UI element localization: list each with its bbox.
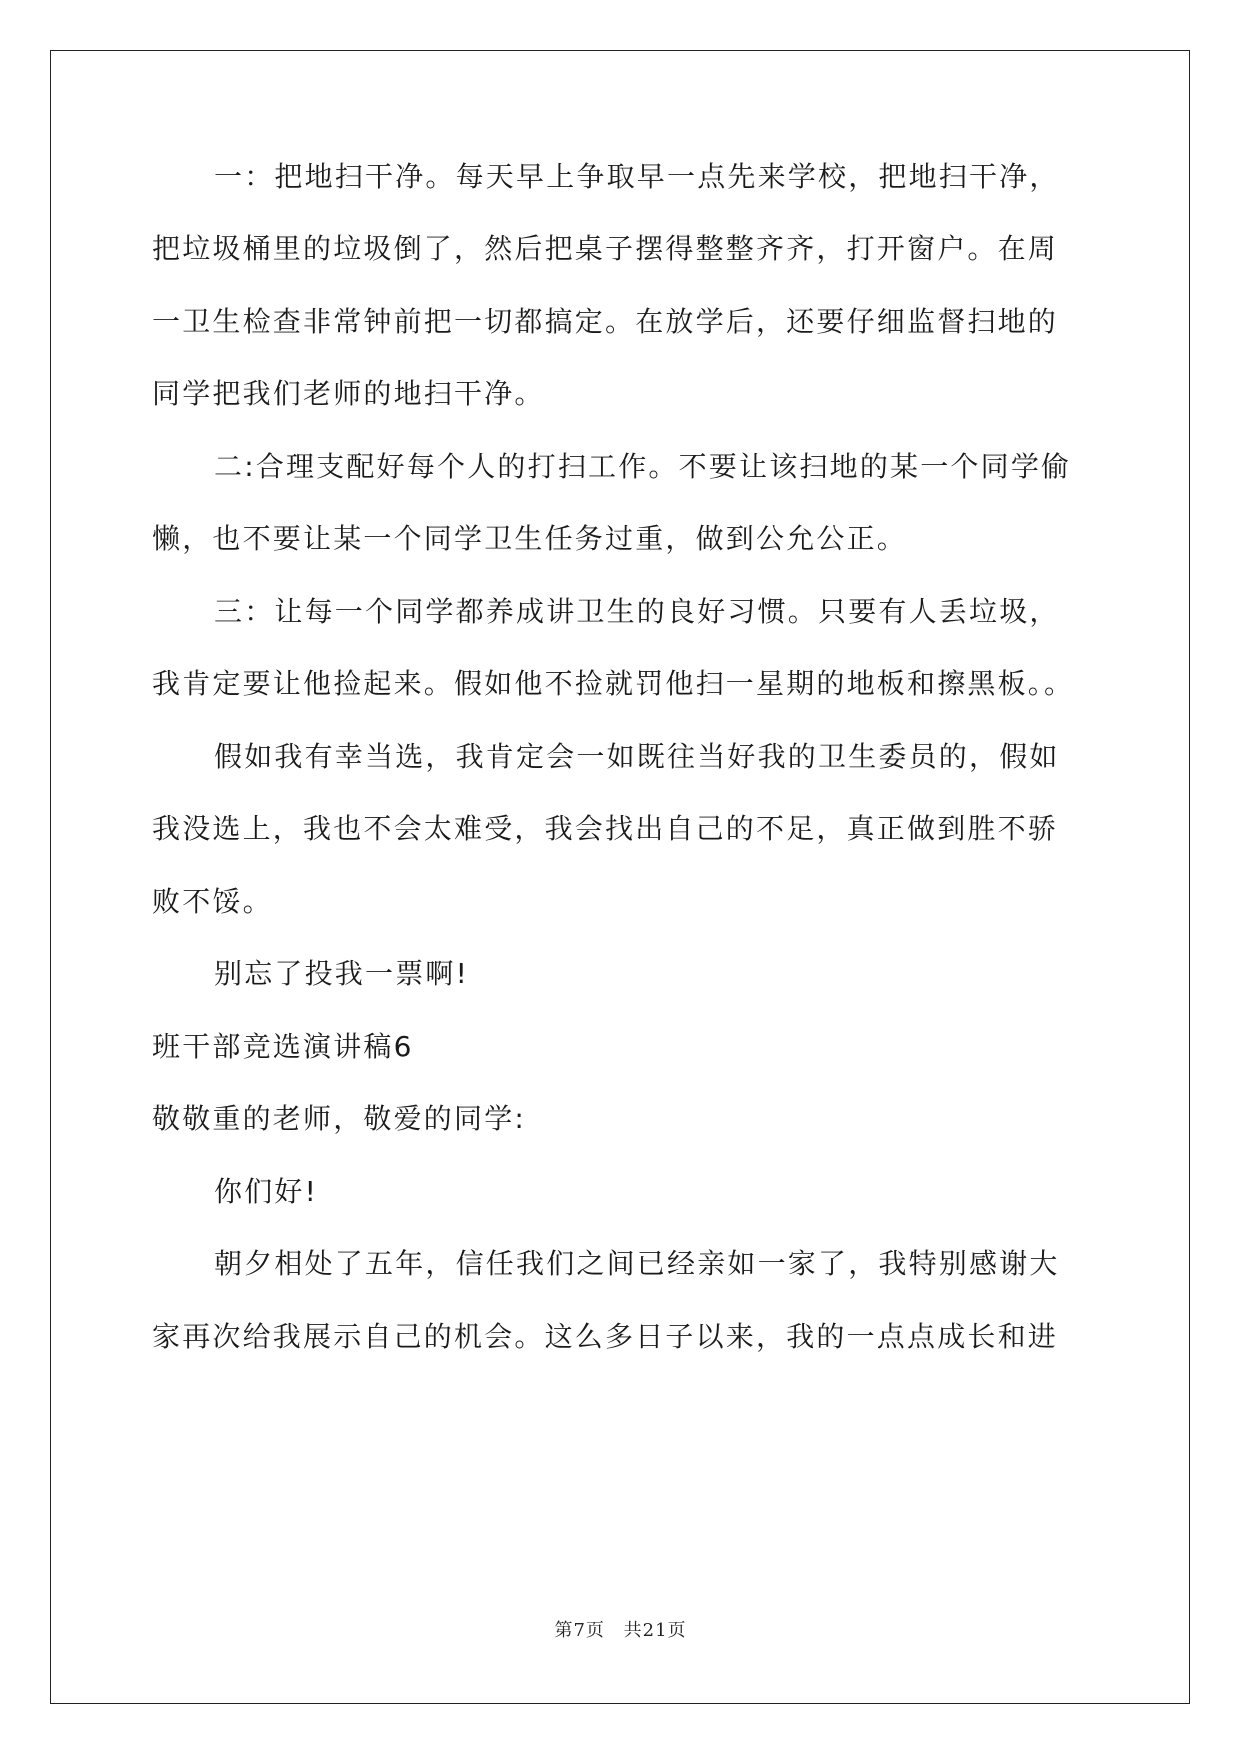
- total-pages: 共21页: [623, 1620, 687, 1641]
- paragraph-1-line-4: 同学把我们老师的地扫干净。: [152, 377, 545, 410]
- paragraph-4-line-3: 败不馁。: [152, 885, 273, 918]
- salutation: 敬敬重的老师，敬爱的同学:: [152, 1102, 527, 1135]
- paragraph-3-line-1: 三：让每一个同学都养成讲卫生的良好习惯。只要有人丢垃圾，: [214, 595, 1060, 628]
- paragraph-6-line-1: 朝夕相处了五年，信任我们之间已经亲如一家了，我特别感谢大: [214, 1247, 1060, 1280]
- paragraph-1-line-3: 一卫生检查非常钟前把一切都搞定。在放学后，还要仔细监督扫地的: [152, 305, 1059, 338]
- paragraph-2-line-2: 懒，也不要让某一个同学卫生任务过重，做到公允公正。: [152, 522, 908, 555]
- page-number: 第7页: [554, 1620, 605, 1641]
- page-footer: [0, 1616, 1241, 1642]
- paragraph-3-line-2: 我肯定要让他捡起来。假如他不捡就罚他扫一星期的地板和擦黑板。。: [152, 667, 1075, 700]
- paragraph-1-line-1: 一：把地扫干净。每天早上争取早一点先来学校，把地扫干净，: [214, 160, 1060, 193]
- paragraph-4-line-1: 假如我有幸当选，我肯定会一如既往当好我的卫生委员的，假如: [214, 740, 1060, 773]
- page-border: [50, 50, 1190, 1704]
- paragraph-6-line-2: 家再次给我展示自己的机会。这么多日子以来，我的一点点成长和进: [152, 1320, 1059, 1353]
- paragraph-5-line-1: 别忘了投我一票啊!: [214, 957, 470, 990]
- paragraph-1-line-2: 把垃圾桶里的垃圾倒了，然后把桌子摆得整整齐齐，打开窗户。在周: [152, 232, 1059, 265]
- paragraph-2-line-1: 二:合理支配好每个人的打扫工作。不要让该扫地的某一个同学偷: [214, 450, 1072, 483]
- greeting: 你们好!: [214, 1175, 319, 1208]
- section-title: 班干部竞选演讲稿6: [152, 1030, 414, 1063]
- paragraph-4-line-2: 我没选上，我也不会太难受，我会找出自己的不足，真正做到胜不骄: [152, 812, 1059, 845]
